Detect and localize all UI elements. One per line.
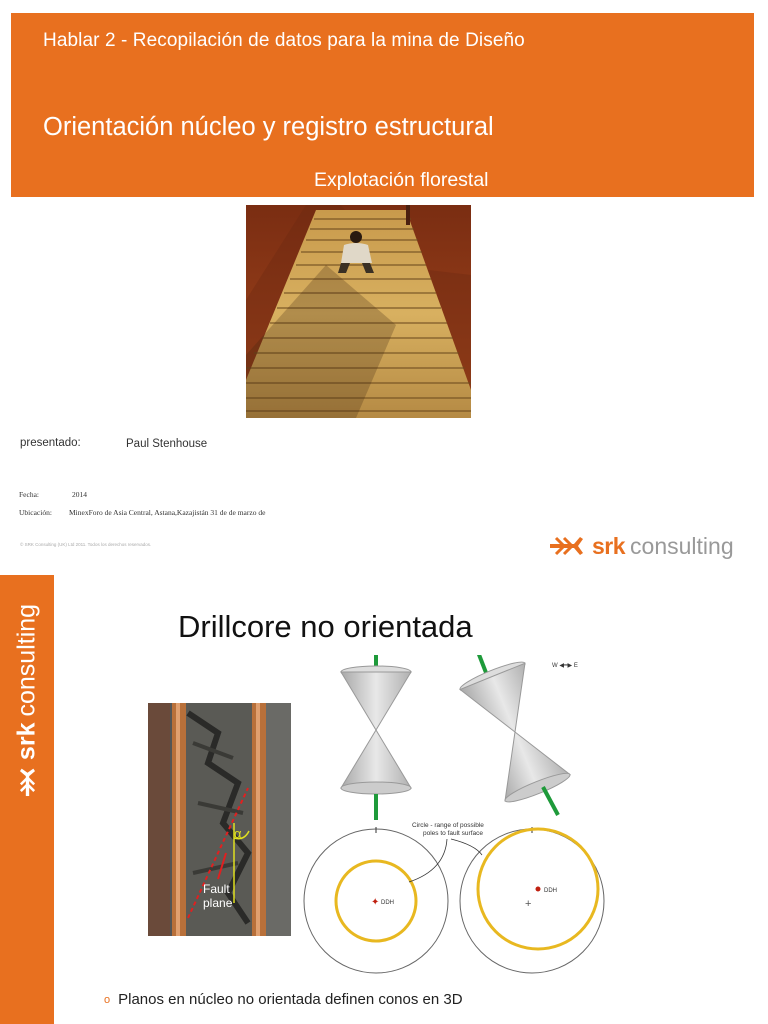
slide-title: Orientación núcleo y registro estructural — [43, 113, 494, 141]
fault-label-line1: Fault — [203, 882, 230, 896]
logo-consulting-text: consulting — [630, 532, 734, 559]
bullet-text: Planos en núcleo no orientada definen conos en 3D — [118, 991, 463, 1008]
slide-title: Drillcore no orientada — [178, 609, 473, 644]
date-label: Fecha: — [19, 490, 39, 499]
slide-subtitle: Explotación florestal — [314, 169, 489, 191]
location-label: Ubicación: — [19, 508, 52, 517]
copyright-notice: © SRK Consulting (UK) Ltd 2011. Todos los derechos reservados. — [20, 542, 152, 547]
presented-label: presentado: — [20, 437, 81, 449]
location-value: MinexForo de Asia Central, Astana,Kazajistán 31 de de marzo de — [69, 508, 266, 517]
sidebar-logo-consulting: consulting — [12, 603, 41, 717]
bullet-marker: o — [104, 993, 111, 1006]
logo-srk-text: srk — [592, 532, 626, 559]
alpha-label: α — [234, 826, 242, 841]
talk-title: Hablar 2 - Recopilación de datos para la mina de Diseño — [43, 30, 525, 51]
ddh-label-2: DDH — [544, 888, 557, 894]
compass-label: W ◀━▶ E — [552, 663, 578, 669]
sidebar-logo-srk: srk — [12, 722, 41, 761]
ddh-label-1: DDH — [381, 900, 394, 906]
drillcore-figure — [145, 655, 610, 975]
srk-arrow-icon — [550, 535, 586, 557]
brand-sidebar — [0, 575, 54, 1024]
srk-arrow-icon — [16, 766, 38, 796]
circle-note-line2: poles to fault surface — [423, 830, 483, 837]
content-slide — [0, 575, 768, 1024]
core-tray-photo — [246, 205, 471, 418]
cone-diagram — [145, 655, 610, 975]
bullet-item — [104, 991, 463, 1008]
srk-logo — [550, 533, 734, 559]
title-banner — [11, 13, 754, 197]
sidebar-logo — [0, 575, 54, 825]
svg-text:+: + — [525, 898, 532, 910]
fault-label-line2: plane — [203, 896, 233, 910]
circle-note-line1: Circle - range of possible — [412, 822, 484, 829]
presenter-name: Paul Stenhouse — [126, 438, 208, 450]
pole-marker-icon: ✦ — [371, 897, 380, 908]
date-value: 2014 — [72, 490, 87, 499]
